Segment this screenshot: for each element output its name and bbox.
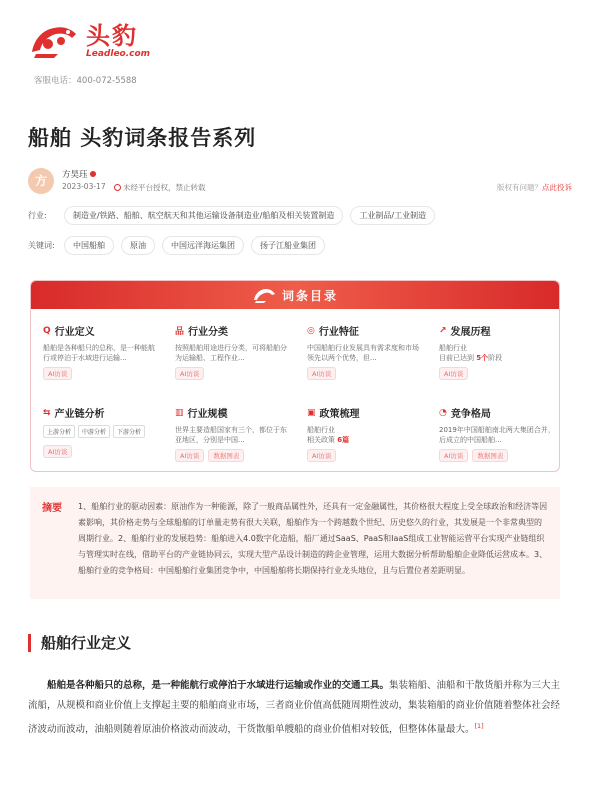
report-line: 版权有问题？点此投诉 xyxy=(497,183,572,192)
industry-tag[interactable]: 工业制品/工业制造 xyxy=(350,206,435,225)
page-title: 船舶 头豹词条报告系列 xyxy=(28,126,257,150)
catalog-item-title: 政策梳理 xyxy=(319,409,360,420)
catalog-item-policy[interactable] xyxy=(307,405,425,462)
catalog-item-title: 行业特征 xyxy=(318,327,359,338)
catalog-item-scale[interactable] xyxy=(175,405,293,462)
ai-chip[interactable]: AI访谈 xyxy=(307,449,336,462)
chain-icon: ⇆ xyxy=(43,407,51,418)
ai-chip[interactable]: AI访谈 xyxy=(175,367,204,380)
service-phone: 客服电话：400-072-5588 xyxy=(34,76,137,86)
definition-bold: 船舶是各种船只的总称，是一种能航行或停泊于水域进行运输或作业的交通工具。 xyxy=(47,680,390,691)
keyword-tag[interactable]: 原油 xyxy=(121,236,155,255)
author-name[interactable]: 方昊珏 xyxy=(62,168,96,180)
reference-link[interactable]: [1] xyxy=(474,722,484,730)
chain-tag[interactable]: 上游分析 xyxy=(43,425,75,438)
catalog-item-desc: 船舶是各种船只的总称，是一种能航行或停泊于水域进行运输... xyxy=(43,344,155,362)
catalog-item-title: 行业规模 xyxy=(187,409,228,420)
keyword-tag[interactable]: 中国船舶 xyxy=(64,236,114,255)
catalog-item-desc: 按照船舶用途进行分类，可将船舶分为运输船、工程作业... xyxy=(175,344,287,362)
keyword-label: 关键词: xyxy=(28,241,55,250)
report-link[interactable]: 点此投诉 xyxy=(542,183,572,192)
verified-icon xyxy=(90,171,96,177)
forbidden-icon xyxy=(114,184,121,191)
catalog-item-title: 行业分类 xyxy=(188,327,229,338)
catalog-item-title: 竞争格局 xyxy=(450,409,491,420)
summary-text: 1、船舶行业的驱动因素：原油作为一种能源，除了一般商品属性外，还具有一定金融属性，其价格很大程度上受全球政治和经济等因素影响，其价格走势与全球船舶的订单量走势有很大关联，船舶作为一个跨越数个世纪、历史悠久的行业，其发展是一个非常典型的周期行业。2、船舶行业的发展趋势：船舶进入4.0数字化造船，船厂通过SaaS、PaaS和IaaS组成工业智能运营平台实现产业链组织与管理实时在线，借助平台的产业链协同云，实现大型产品设计制造的跨企业管理，运用大数据分析帮助船舶企业降低运营成本。3、船舶行业的竞争格局：中国船舶行业集团竞争中，中国船舶将长期保持行业龙头地位，且与后置位者差距明显。 xyxy=(78,502,548,575)
catalog-header xyxy=(31,281,559,309)
catalog-item-classification[interactable] xyxy=(175,323,293,380)
brand-name: 头豹 xyxy=(86,22,138,50)
bar-chart-icon: ▥ xyxy=(175,407,184,418)
industry-row xyxy=(28,206,442,225)
industry-tag[interactable]: 制造业/铁路、船舶、航空航天和其他运输设备制造业/船舶及相关装置制造 xyxy=(64,206,343,225)
author-row xyxy=(28,168,572,194)
industry-label: 行业: xyxy=(28,211,47,220)
catalog-item-definition[interactable] xyxy=(43,323,161,380)
brand-logo[interactable] xyxy=(28,22,150,60)
chain-tag[interactable]: 下游分析 xyxy=(113,425,145,438)
pie-icon: ◔ xyxy=(439,407,447,418)
keyword-tag[interactable]: 中国远洋海运集团 xyxy=(162,236,244,255)
catalog-item-title: 行业定义 xyxy=(54,327,95,338)
leopard-logo-icon xyxy=(28,22,80,60)
ai-chip[interactable]: AI访谈 xyxy=(43,445,72,458)
publish-date: 2023-03-17 xyxy=(62,182,106,191)
catalog-item-title: 产业链分析 xyxy=(54,409,105,420)
policy-icon: ▣ xyxy=(307,407,316,418)
ai-chip[interactable]: AI访谈 xyxy=(439,367,468,380)
catalog-item-desc: 世界主要造船国家有三个，都位于东亚地区，分别是中国... xyxy=(175,426,287,444)
ai-chip[interactable]: AI访谈 xyxy=(439,449,468,462)
catalog-item-desc: 中国船舶行业发展具有需求度和市场领先以两个优势，但... xyxy=(307,344,419,362)
ai-chip[interactable]: AI访谈 xyxy=(43,367,72,380)
ai-chip[interactable]: AI访谈 xyxy=(175,449,204,462)
section-paragraph xyxy=(28,676,562,740)
avatar[interactable]: 方 xyxy=(28,168,54,194)
catalog-item-desc: 船舶行业 目前已达到 5个阶段 xyxy=(439,344,503,362)
definition-text: 集装箱船、油船和干散货船并称为三大主流船，从规模和商业价值上支撑起主要的船舶商业市场，三者商业价值高低随周期性波动，集装箱船的商业价值随着整体社会经济波动而波动，油船则随着原油价格波动而波动，干货散船单艘船的商业价值相对较低，但整体体量最大。 xyxy=(28,680,561,736)
summary-label: 摘要 xyxy=(42,503,62,514)
catalog-item-title: 发展历程 xyxy=(450,327,491,338)
catalog-item-desc: 2019年中国船舶南北两大集团合并，后成立的中国船舶... xyxy=(439,426,555,444)
catalog-item-desc: 船舶行业 相关政策 6篇 xyxy=(307,426,350,444)
brand-url: Leadleo.com xyxy=(86,49,151,59)
catalog-item-chain[interactable] xyxy=(43,405,161,458)
ai-chip[interactable]: AI访谈 xyxy=(307,367,336,380)
catalog-item-features[interactable] xyxy=(307,323,425,380)
catalog-item-competition[interactable] xyxy=(439,405,557,462)
section-title: 船舶行业定义 xyxy=(28,634,131,652)
features-icon: ◎ xyxy=(307,325,315,336)
leopard-icon xyxy=(252,286,276,304)
chain-tag[interactable]: 中游分析 xyxy=(78,425,110,438)
history-icon: ↗ xyxy=(439,325,447,336)
summary-box xyxy=(30,487,560,599)
catalog-title: 词条目录 xyxy=(281,288,338,303)
keyword-row xyxy=(28,236,332,255)
catalog-panel xyxy=(30,280,560,472)
data-chip[interactable]: 数据图表 xyxy=(472,449,508,462)
data-chip[interactable]: 数据图表 xyxy=(208,449,244,462)
classification-icon: 品 xyxy=(175,327,185,337)
copyright-notice: 未经平台授权，禁止转载 xyxy=(114,182,206,193)
keyword-tag[interactable]: 扬子江船业集团 xyxy=(251,236,325,255)
catalog-item-history[interactable] xyxy=(439,323,557,380)
definition-icon: Q xyxy=(43,325,51,336)
